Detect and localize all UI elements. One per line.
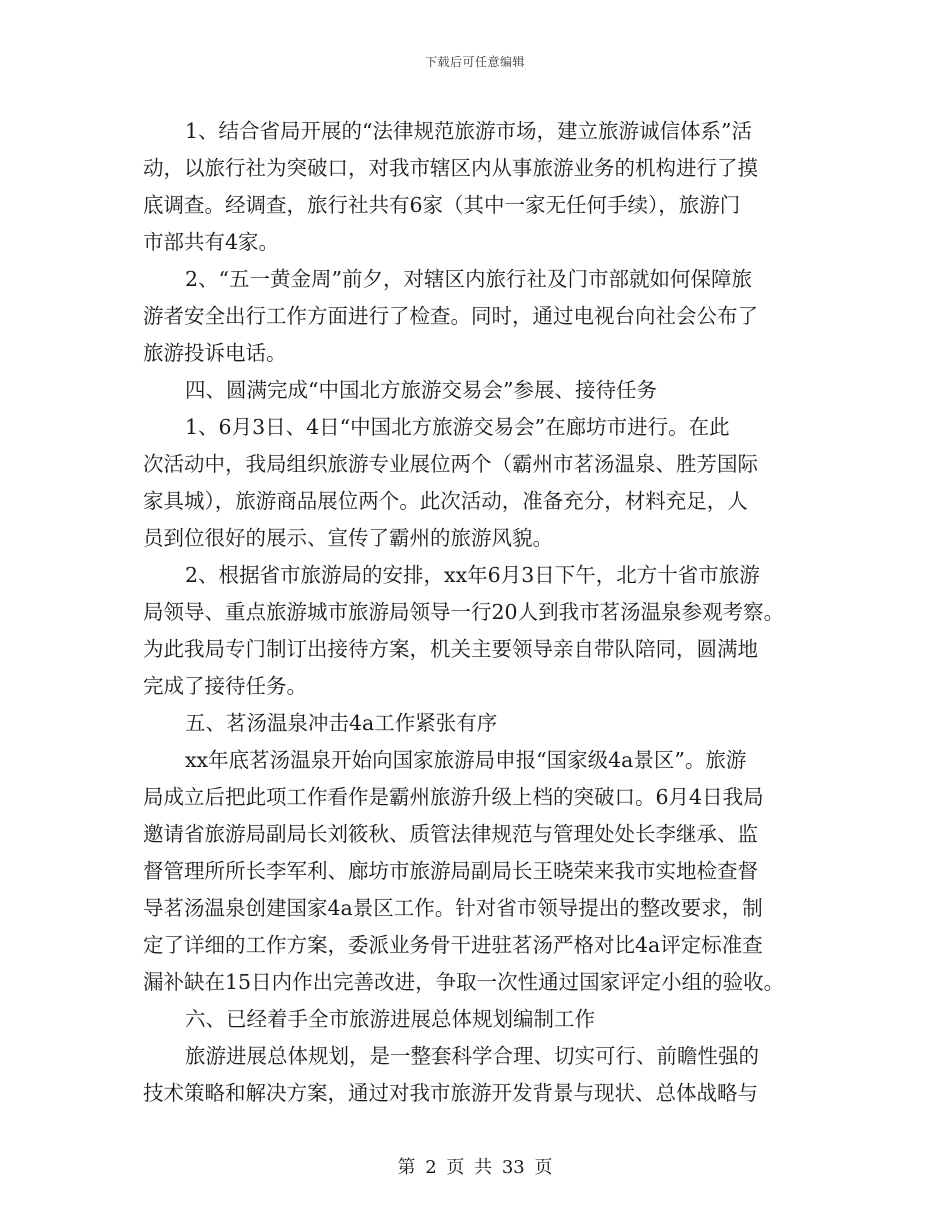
text-line: 2、“五一黄金周”前夕，对辖区内旅行社及门市部就如何保障旅 (185, 267, 753, 291)
text-line: 员到位很好的展示、宣传了霸州的旅游风貌。 (143, 526, 553, 550)
text-line: 动，以旅行社为突破口，对我市辖区内从事旅游业务的机构进行了摸 (143, 156, 758, 180)
text-line: 2、根据省市旅游局的安排，xx年6月3日下午，北方十省市旅游 (185, 563, 760, 587)
section-heading: 五、茗汤温泉冲击4a工作紧张有序 (185, 711, 498, 735)
text-line: 为此我局专门制订出接待方案，机关主要领导亲自带队陪同，圆满地 (143, 637, 758, 661)
text-line: 局领导、重点旅游城市旅游局领导一行20人到我市茗汤温泉参观考察。 (143, 600, 785, 624)
page-header-note: 下载后可任意编辑 (424, 55, 525, 69)
text-line: 技术策略和解决方案，通过对我市旅游开发背景与现状、总体战略与 (143, 1081, 758, 1105)
text-line: 邀请省旅游局副局长刘筱秋、质管法律规范与管理处处长李继承、监 (143, 822, 758, 846)
text-line: xx年底茗汤温泉开始向国家旅游局申报“国家级4a景区”。旅游 (185, 748, 747, 772)
text-line: 游者安全出行工作方面进行了检查。同时，通过电视台向社会公布了 (143, 304, 758, 328)
text-line: 1、结合省局开展的“法律规范旅游市场，建立旅游诚信体系”活 (185, 119, 753, 143)
text-line: 漏补缺在15日内作出完善改进，争取一次性通过国家评定小组的验收。 (143, 970, 785, 994)
text-line: 定了详细的工作方案，委派业务骨干进驻茗汤严格对比4a评定标准查 (143, 933, 763, 957)
text-line: 旅游进展总体规划，是一整套科学合理、切实可行、前瞻性强的 (185, 1044, 759, 1068)
text-line: 市部共有4家。 (143, 230, 280, 254)
section-heading: 六、已经着手全市旅游进展总体规划编制工作 (185, 1007, 595, 1031)
page-number: 第 2 页 共 33 页 (397, 1157, 553, 1178)
text-line: 完成了接待任务。 (143, 674, 307, 698)
text-line: 局成立后把此项工作看作是霸州旅游升级上档的突破口。6月4日我局 (143, 785, 764, 809)
text-line: 导茗汤温泉创建国家4a景区工作。针对省市领导提出的整改要求，制 (143, 896, 763, 920)
text-line: 底调查。经调查，旅行社共有6家（其中一家无任何手续），旅游门 (143, 193, 741, 217)
text-line: 家具城），旅游商品展位两个。此次活动，准备充分，材料充足，人 (143, 489, 748, 513)
text-line: 旅游投诉电话。 (143, 341, 287, 365)
text-line: 次活动中，我局组织旅游专业展位两个（霸州市茗汤温泉、胜芳国际 (143, 452, 758, 476)
text-line: 督管理所所长李军利、廊坊市旅游局副局长王晓荣来我市实地检查督 (143, 859, 758, 883)
text-line: 1、6月3日、4日“中国北方旅游交易会”在廊坊市进行。在此 (185, 415, 730, 439)
section-heading: 四、圆满完成“中国北方旅游交易会”参展、接待任务 (185, 378, 657, 402)
document-body (143, 113, 811, 1112)
